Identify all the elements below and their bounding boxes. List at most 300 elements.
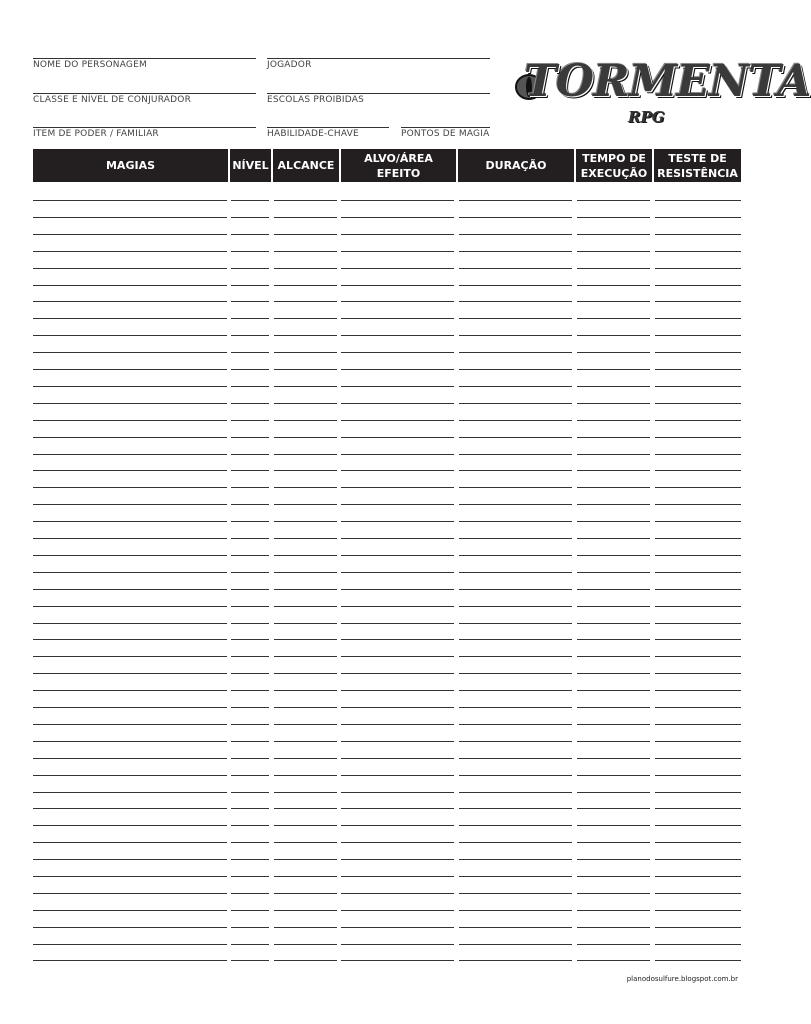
table-cell-line[interactable] — [459, 639, 572, 640]
table-cell-line[interactable] — [274, 741, 337, 742]
table-cell-line[interactable] — [274, 352, 337, 353]
table-cell-line[interactable] — [274, 792, 337, 793]
table-cell-line[interactable] — [274, 960, 337, 961]
table-cell-line[interactable] — [274, 301, 337, 302]
table-cell-line[interactable] — [459, 724, 572, 725]
table-cell-line[interactable] — [33, 234, 227, 235]
magic-points-field[interactable] — [401, 127, 490, 139]
table-cell-line[interactable] — [577, 707, 650, 708]
table-cell-line[interactable] — [231, 960, 269, 961]
table-cell-line[interactable] — [655, 808, 741, 809]
table-cell-line[interactable] — [274, 285, 337, 286]
table-cell-line[interactable] — [341, 352, 454, 353]
table-cell-line[interactable] — [341, 656, 454, 657]
table-cell-line[interactable] — [577, 301, 650, 302]
table-cell-line[interactable] — [33, 842, 227, 843]
table-cell-line[interactable] — [231, 758, 269, 759]
table-cell-line[interactable] — [459, 825, 572, 826]
table-cell-line[interactable] — [655, 775, 741, 776]
table-cell-line[interactable] — [33, 825, 227, 826]
table-cell-line[interactable] — [33, 285, 227, 286]
table-cell-line[interactable] — [341, 842, 454, 843]
table-cell-line[interactable] — [341, 808, 454, 809]
table-cell-line[interactable] — [655, 454, 741, 455]
table-cell-line[interactable] — [231, 690, 269, 691]
table-cell-line[interactable] — [341, 724, 454, 725]
table-cell-line[interactable] — [231, 285, 269, 286]
table-cell-line[interactable] — [655, 251, 741, 252]
table-cell-line[interactable] — [577, 403, 650, 404]
table-cell-line[interactable] — [655, 639, 741, 640]
table-cell-line[interactable] — [459, 538, 572, 539]
table-cell-line[interactable] — [459, 572, 572, 573]
table-cell-line[interactable] — [459, 775, 572, 776]
table-cell-line[interactable] — [33, 251, 227, 252]
table-cell-line[interactable] — [577, 470, 650, 471]
table-cell-line[interactable] — [33, 724, 227, 725]
table-cell-line[interactable] — [274, 623, 337, 624]
table-cell-line[interactable] — [577, 318, 650, 319]
table-cell-line[interactable] — [577, 960, 650, 961]
table-cell-line[interactable] — [274, 437, 337, 438]
table-cell-line[interactable] — [459, 285, 572, 286]
table-cell-line[interactable] — [577, 690, 650, 691]
table-cell-line[interactable] — [459, 792, 572, 793]
table-cell-line[interactable] — [341, 268, 454, 269]
table-cell-line[interactable] — [341, 572, 454, 573]
table-cell-line[interactable] — [459, 893, 572, 894]
table-cell-line[interactable] — [577, 775, 650, 776]
table-cell-line[interactable] — [274, 893, 337, 894]
table-cell-line[interactable] — [274, 775, 337, 776]
table-cell-line[interactable] — [274, 842, 337, 843]
table-cell-line[interactable] — [341, 876, 454, 877]
table-cell-line[interactable] — [459, 301, 572, 302]
table-cell-line[interactable] — [459, 589, 572, 590]
table-cell-line[interactable] — [577, 369, 650, 370]
table-cell-line[interactable] — [231, 555, 269, 556]
table-cell-line[interactable] — [459, 910, 572, 911]
table-cell-line[interactable] — [655, 487, 741, 488]
table-cell-line[interactable] — [459, 386, 572, 387]
table-cell-line[interactable] — [33, 437, 227, 438]
table-cell-line[interactable] — [231, 893, 269, 894]
table-cell-line[interactable] — [655, 690, 741, 691]
table-cell-line[interactable] — [231, 842, 269, 843]
table-cell-line[interactable] — [459, 487, 572, 488]
table-cell-line[interactable] — [341, 487, 454, 488]
table-cell-line[interactable] — [33, 707, 227, 708]
table-cell-line[interactable] — [341, 690, 454, 691]
table-cell-line[interactable] — [231, 369, 269, 370]
table-cell-line[interactable] — [341, 335, 454, 336]
table-cell-line[interactable] — [274, 656, 337, 657]
table-cell-line[interactable] — [33, 572, 227, 573]
table-cell-line[interactable] — [341, 555, 454, 556]
character-name-field[interactable] — [33, 58, 256, 70]
table-cell-line[interactable] — [655, 285, 741, 286]
table-cell-line[interactable] — [655, 521, 741, 522]
table-cell-line[interactable] — [341, 234, 454, 235]
table-cell-line[interactable] — [274, 234, 337, 235]
table-cell-line[interactable] — [577, 910, 650, 911]
table-cell-line[interactable] — [33, 555, 227, 556]
table-cell-line[interactable] — [33, 623, 227, 624]
table-cell-line[interactable] — [231, 944, 269, 945]
table-cell-line[interactable] — [33, 589, 227, 590]
table-cell-line[interactable] — [231, 234, 269, 235]
table-cell-line[interactable] — [231, 859, 269, 860]
table-cell-line[interactable] — [274, 335, 337, 336]
table-cell-line[interactable] — [231, 639, 269, 640]
table-cell-line[interactable] — [577, 876, 650, 877]
table-cell-line[interactable] — [274, 470, 337, 471]
table-cell-line[interactable] — [577, 758, 650, 759]
table-cell-line[interactable] — [274, 808, 337, 809]
table-cell-line[interactable] — [274, 944, 337, 945]
table-cell-line[interactable] — [33, 927, 227, 928]
table-cell-line[interactable] — [231, 876, 269, 877]
table-cell-line[interactable] — [341, 825, 454, 826]
table-cell-line[interactable] — [577, 842, 650, 843]
table-cell-line[interactable] — [341, 944, 454, 945]
table-cell-line[interactable] — [231, 656, 269, 657]
table-cell-line[interactable] — [655, 859, 741, 860]
table-cell-line[interactable] — [655, 200, 741, 201]
table-cell-line[interactable] — [341, 623, 454, 624]
table-cell-line[interactable] — [33, 944, 227, 945]
table-cell-line[interactable] — [33, 960, 227, 961]
table-cell-line[interactable] — [33, 758, 227, 759]
table-cell-line[interactable] — [33, 876, 227, 877]
table-cell-line[interactable] — [33, 859, 227, 860]
table-cell-line[interactable] — [231, 521, 269, 522]
table-cell-line[interactable] — [459, 656, 572, 657]
table-cell-line[interactable] — [577, 825, 650, 826]
table-cell-line[interactable] — [231, 572, 269, 573]
table-cell-line[interactable] — [231, 504, 269, 505]
table-cell-line[interactable] — [655, 403, 741, 404]
table-cell-line[interactable] — [231, 910, 269, 911]
table-cell-line[interactable] — [341, 538, 454, 539]
table-cell-line[interactable] — [577, 386, 650, 387]
table-cell-line[interactable] — [655, 606, 741, 607]
table-cell-line[interactable] — [274, 927, 337, 928]
table-cell-line[interactable] — [577, 538, 650, 539]
table-cell-line[interactable] — [577, 335, 650, 336]
table-cell-line[interactable] — [655, 234, 741, 235]
table-cell-line[interactable] — [33, 454, 227, 455]
class-level-field[interactable] — [33, 93, 256, 105]
table-cell-line[interactable] — [459, 521, 572, 522]
table-cell-line[interactable] — [33, 420, 227, 421]
table-cell-line[interactable] — [577, 589, 650, 590]
table-cell-line[interactable] — [577, 234, 650, 235]
table-cell-line[interactable] — [655, 724, 741, 725]
table-cell-line[interactable] — [459, 335, 572, 336]
table-cell-line[interactable] — [655, 656, 741, 657]
table-cell-line[interactable] — [33, 808, 227, 809]
table-cell-line[interactable] — [231, 200, 269, 201]
table-cell-line[interactable] — [655, 301, 741, 302]
table-cell-line[interactable] — [341, 792, 454, 793]
table-cell-line[interactable] — [577, 673, 650, 674]
table-cell-line[interactable] — [341, 775, 454, 776]
table-cell-line[interactable] — [655, 386, 741, 387]
table-cell-line[interactable] — [577, 251, 650, 252]
table-cell-line[interactable] — [33, 335, 227, 336]
table-cell-line[interactable] — [274, 521, 337, 522]
table-cell-line[interactable] — [33, 200, 227, 201]
table-cell-line[interactable] — [274, 859, 337, 860]
table-cell-line[interactable] — [33, 910, 227, 911]
table-cell-line[interactable] — [231, 420, 269, 421]
table-cell-line[interactable] — [231, 673, 269, 674]
table-cell-line[interactable] — [341, 251, 454, 252]
table-cell-line[interactable] — [231, 403, 269, 404]
table-cell-line[interactable] — [577, 656, 650, 657]
table-cell-line[interactable] — [33, 792, 227, 793]
table-cell-line[interactable] — [274, 251, 337, 252]
table-cell-line[interactable] — [577, 454, 650, 455]
table-cell-line[interactable] — [655, 673, 741, 674]
table-cell-line[interactable] — [655, 842, 741, 843]
table-cell-line[interactable] — [274, 876, 337, 877]
table-cell-line[interactable] — [459, 200, 572, 201]
table-cell-line[interactable] — [459, 369, 572, 370]
table-cell-line[interactable] — [459, 960, 572, 961]
table-cell-line[interactable] — [341, 927, 454, 928]
table-cell-line[interactable] — [231, 606, 269, 607]
table-cell-line[interactable] — [459, 555, 572, 556]
table-cell-line[interactable] — [341, 200, 454, 201]
table-cell-line[interactable] — [655, 893, 741, 894]
table-cell-line[interactable] — [459, 808, 572, 809]
table-cell-line[interactable] — [459, 454, 572, 455]
table-cell-line[interactable] — [655, 623, 741, 624]
table-cell-line[interactable] — [577, 893, 650, 894]
table-cell-line[interactable] — [655, 792, 741, 793]
table-cell-line[interactable] — [274, 673, 337, 674]
table-cell-line[interactable] — [231, 775, 269, 776]
table-cell-line[interactable] — [577, 944, 650, 945]
table-cell-line[interactable] — [231, 268, 269, 269]
table-cell-line[interactable] — [655, 707, 741, 708]
table-cell-line[interactable] — [33, 301, 227, 302]
table-cell-line[interactable] — [231, 217, 269, 218]
table-cell-line[interactable] — [341, 960, 454, 961]
table-cell-line[interactable] — [33, 775, 227, 776]
table-cell-line[interactable] — [274, 217, 337, 218]
table-cell-line[interactable] — [33, 352, 227, 353]
table-cell-line[interactable] — [655, 504, 741, 505]
table-cell-line[interactable] — [274, 487, 337, 488]
table-cell-line[interactable] — [274, 758, 337, 759]
table-cell-line[interactable] — [231, 437, 269, 438]
table-cell-line[interactable] — [577, 217, 650, 218]
player-field[interactable] — [267, 58, 490, 70]
table-cell-line[interactable] — [577, 555, 650, 556]
table-cell-line[interactable] — [33, 217, 227, 218]
table-cell-line[interactable] — [341, 285, 454, 286]
table-cell-line[interactable] — [33, 403, 227, 404]
table-cell-line[interactable] — [655, 741, 741, 742]
table-cell-line[interactable] — [459, 741, 572, 742]
table-cell-line[interactable] — [459, 876, 572, 877]
table-cell-line[interactable] — [274, 504, 337, 505]
table-cell-line[interactable] — [655, 420, 741, 421]
table-cell-line[interactable] — [655, 470, 741, 471]
table-cell-line[interactable] — [655, 318, 741, 319]
table-cell-line[interactable] — [274, 606, 337, 607]
table-cell-line[interactable] — [231, 454, 269, 455]
table-cell-line[interactable] — [341, 504, 454, 505]
table-cell-line[interactable] — [655, 352, 741, 353]
table-cell-line[interactable] — [577, 808, 650, 809]
table-cell-line[interactable] — [274, 268, 337, 269]
table-cell-line[interactable] — [341, 606, 454, 607]
table-cell-line[interactable] — [274, 454, 337, 455]
table-cell-line[interactable] — [341, 758, 454, 759]
table-cell-line[interactable] — [459, 673, 572, 674]
table-cell-line[interactable] — [231, 487, 269, 488]
table-cell-line[interactable] — [577, 487, 650, 488]
table-cell-line[interactable] — [577, 606, 650, 607]
table-cell-line[interactable] — [274, 386, 337, 387]
table-cell-line[interactable] — [33, 673, 227, 674]
table-cell-line[interactable] — [274, 318, 337, 319]
table-cell-line[interactable] — [33, 741, 227, 742]
table-cell-line[interactable] — [341, 741, 454, 742]
table-cell-line[interactable] — [459, 420, 572, 421]
table-cell-line[interactable] — [231, 825, 269, 826]
table-cell-line[interactable] — [655, 927, 741, 928]
table-cell-line[interactable] — [459, 842, 572, 843]
table-cell-line[interactable] — [341, 217, 454, 218]
table-cell-line[interactable] — [655, 758, 741, 759]
table-cell-line[interactable] — [655, 825, 741, 826]
table-cell-line[interactable] — [231, 318, 269, 319]
table-cell-line[interactable] — [459, 318, 572, 319]
forbidden-schools-field[interactable] — [267, 93, 490, 105]
table-cell-line[interactable] — [459, 927, 572, 928]
table-cell-line[interactable] — [459, 403, 572, 404]
table-cell-line[interactable] — [231, 386, 269, 387]
table-cell-line[interactable] — [459, 234, 572, 235]
table-cell-line[interactable] — [655, 876, 741, 877]
table-cell-line[interactable] — [341, 639, 454, 640]
table-cell-line[interactable] — [459, 758, 572, 759]
table-cell-line[interactable] — [655, 369, 741, 370]
table-cell-line[interactable] — [459, 623, 572, 624]
table-cell-line[interactable] — [274, 572, 337, 573]
table-cell-line[interactable] — [577, 639, 650, 640]
table-cell-line[interactable] — [341, 403, 454, 404]
table-cell-line[interactable] — [274, 420, 337, 421]
table-cell-line[interactable] — [341, 454, 454, 455]
table-cell-line[interactable] — [274, 910, 337, 911]
table-cell-line[interactable] — [231, 792, 269, 793]
table-cell-line[interactable] — [577, 521, 650, 522]
table-cell-line[interactable] — [459, 268, 572, 269]
table-cell-line[interactable] — [231, 808, 269, 809]
table-cell-line[interactable] — [274, 639, 337, 640]
table-cell-line[interactable] — [274, 200, 337, 201]
table-cell-line[interactable] — [341, 437, 454, 438]
table-cell-line[interactable] — [231, 301, 269, 302]
table-cell-line[interactable] — [231, 335, 269, 336]
table-cell-line[interactable] — [33, 504, 227, 505]
table-cell-line[interactable] — [655, 960, 741, 961]
table-cell-line[interactable] — [577, 352, 650, 353]
table-cell-line[interactable] — [655, 217, 741, 218]
table-cell-line[interactable] — [655, 910, 741, 911]
table-cell-line[interactable] — [33, 538, 227, 539]
table-cell-line[interactable] — [33, 369, 227, 370]
table-cell-line[interactable] — [341, 470, 454, 471]
table-cell-line[interactable] — [655, 944, 741, 945]
table-cell-line[interactable] — [459, 251, 572, 252]
table-cell-line[interactable] — [655, 268, 741, 269]
table-cell-line[interactable] — [341, 859, 454, 860]
table-cell-line[interactable] — [33, 656, 227, 657]
table-cell-line[interactable] — [274, 825, 337, 826]
table-cell-line[interactable] — [341, 589, 454, 590]
table-cell-line[interactable] — [577, 200, 650, 201]
table-cell-line[interactable] — [577, 420, 650, 421]
table-cell-line[interactable] — [655, 555, 741, 556]
table-cell-line[interactable] — [459, 217, 572, 218]
table-cell-line[interactable] — [459, 437, 572, 438]
table-cell-line[interactable] — [33, 386, 227, 387]
table-cell-line[interactable] — [341, 318, 454, 319]
table-cell-line[interactable] — [341, 893, 454, 894]
table-cell-line[interactable] — [231, 741, 269, 742]
table-cell-line[interactable] — [231, 623, 269, 624]
key-ability-field[interactable] — [267, 127, 389, 139]
table-cell-line[interactable] — [274, 589, 337, 590]
table-cell-line[interactable] — [231, 724, 269, 725]
table-cell-line[interactable] — [341, 420, 454, 421]
table-cell-line[interactable] — [577, 504, 650, 505]
table-cell-line[interactable] — [577, 285, 650, 286]
table-cell-line[interactable] — [341, 386, 454, 387]
table-cell-line[interactable] — [33, 690, 227, 691]
table-cell-line[interactable] — [655, 335, 741, 336]
table-cell-line[interactable] — [231, 538, 269, 539]
table-cell-line[interactable] — [341, 910, 454, 911]
table-cell-line[interactable] — [274, 538, 337, 539]
table-cell-line[interactable] — [274, 403, 337, 404]
table-cell-line[interactable] — [577, 437, 650, 438]
table-cell-line[interactable] — [459, 859, 572, 860]
table-cell-line[interactable] — [577, 792, 650, 793]
table-cell-line[interactable] — [33, 470, 227, 471]
table-cell-line[interactable] — [577, 268, 650, 269]
table-cell-line[interactable] — [655, 572, 741, 573]
table-cell-line[interactable] — [577, 741, 650, 742]
table-cell-line[interactable] — [231, 251, 269, 252]
table-cell-line[interactable] — [231, 589, 269, 590]
table-cell-line[interactable] — [459, 944, 572, 945]
table-cell-line[interactable] — [231, 352, 269, 353]
table-cell-line[interactable] — [577, 859, 650, 860]
table-cell-line[interactable] — [459, 690, 572, 691]
table-cell-line[interactable] — [459, 606, 572, 607]
table-cell-line[interactable] — [459, 504, 572, 505]
table-cell-line[interactable] — [274, 690, 337, 691]
table-cell-line[interactable] — [33, 487, 227, 488]
